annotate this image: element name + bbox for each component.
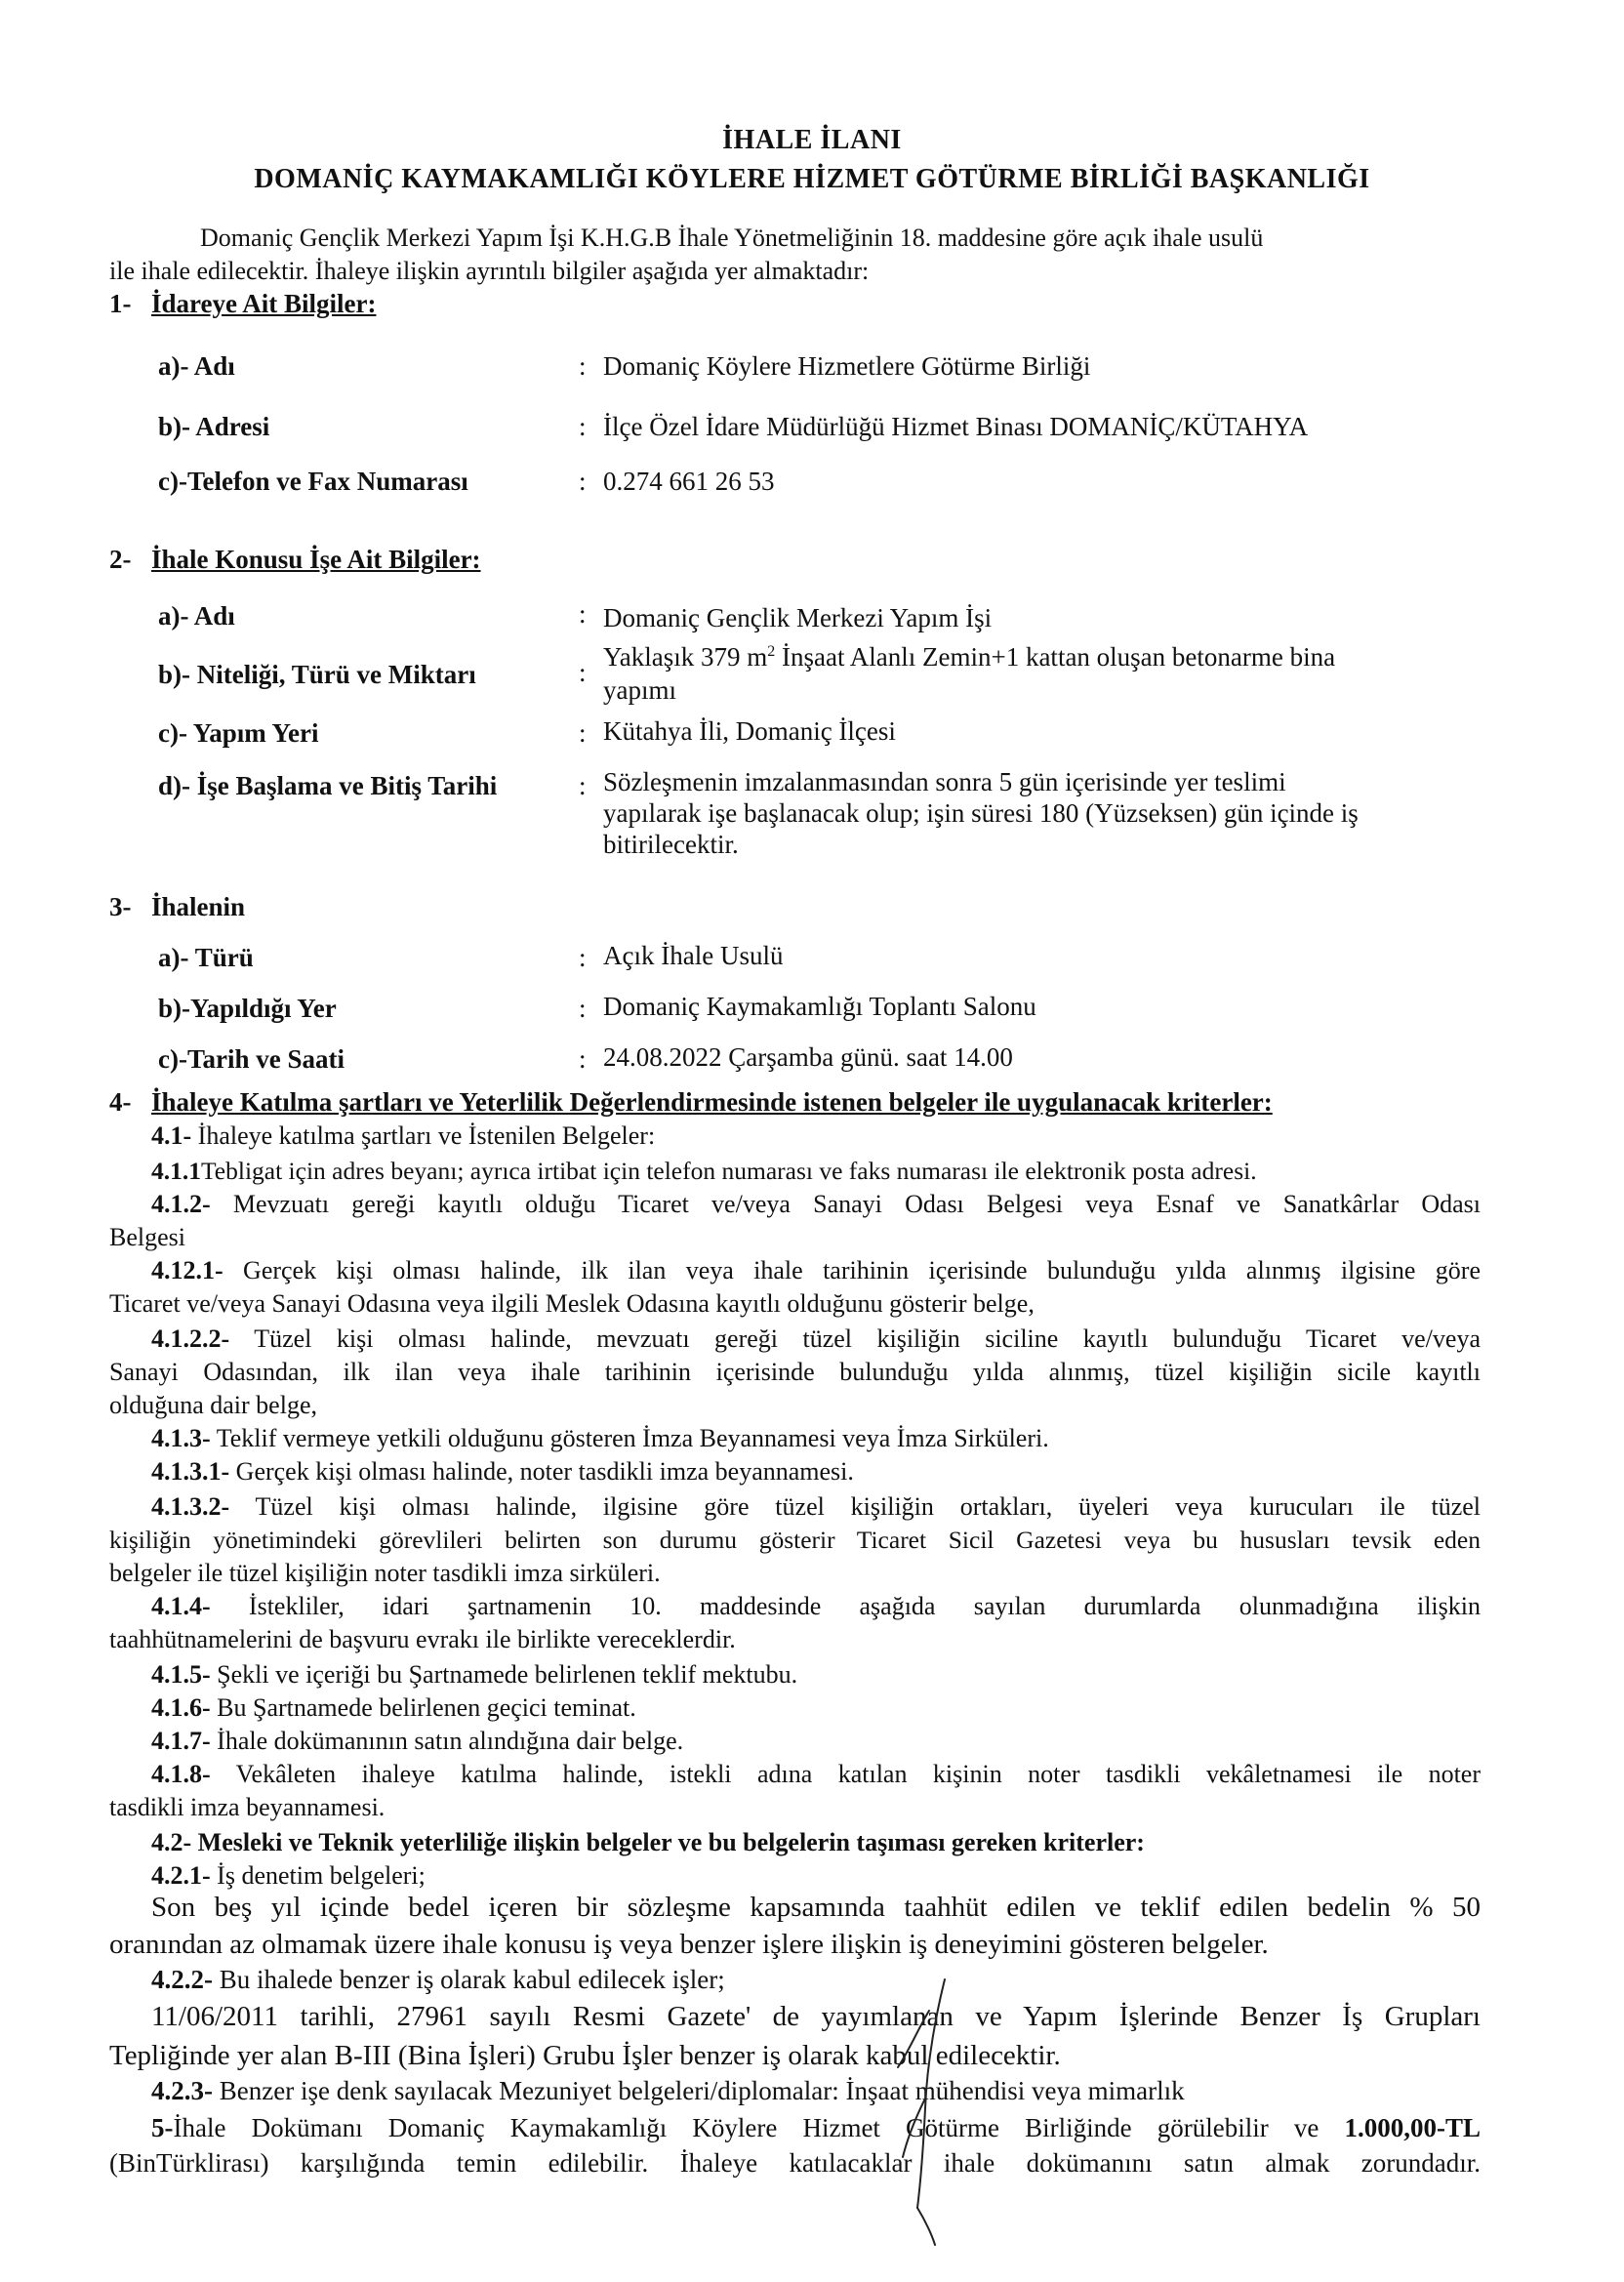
colon: : <box>579 718 587 748</box>
para-4-2-3: 4.2.3- Benzer işe denk sayılacak Mezuniyet belgeleri/diplomalar: İnşaat mühendisi veya mimarlık <box>151 2076 1185 2105</box>
section-5-line-2: (BinTürklirası) karşılığında temin edilebilir. İhaleye katılacaklar ihale dokümanını satın almak zorundadır. <box>109 2148 1481 2178</box>
s2-label-dates: d)- İşe Başlama ve Bitiş Tarihi <box>158 771 498 800</box>
s2-value-dates-line-1: Sözleşmenin imzalanmasından sonra 5 gün içerisinde yer teslimi <box>603 767 1286 796</box>
s1-label-name: a)- Adı <box>158 351 235 381</box>
s3-label-place: b)-Yapıldığı Yer <box>158 994 337 1023</box>
para-4-1-3-2-line-1: 4.1.3.2- Tüzel kişi olması halinde, ilgisine göre tüzel kişiliğin ortakları, üyeleri veya kurucuları ile tüzel <box>151 1492 1481 1521</box>
section-2-heading: İhale Konusu İşe Ait Bilgiler: <box>151 545 481 574</box>
s1-label-address: b)- Adresi <box>158 412 270 441</box>
para-4-1-1: 4.1.1Tebligat için adres beyanı; ayrıca irtibat için telefon numarası ve faks numarası ile elektronik posta adresi. <box>151 1157 1257 1185</box>
colon: : <box>579 943 587 972</box>
s2-value-name: Domaniç Gençlik Merkezi Yapım İşi <box>603 603 993 632</box>
s2-value-dates-line-2: yapılarak işe başlanacak olup; işin süresi 180 (Yüzseksen) gün içinde iş <box>603 798 1359 828</box>
s1-value-name: Domaniç Köylere Hizmetlere Götürme Birliği <box>603 351 1091 381</box>
para-4-1-4-line-1: 4.1.4- İstekliler, idari şartnamenin 10. maddesinde aşağıda sayılan durumlarda olunmadığına ilişkin <box>151 1592 1481 1620</box>
intro-line-2: ile ihale edilecektir. İhaleye ilişkin ayrıntılı bilgiler aşağıda yer almaktadır: <box>109 257 870 285</box>
para-similar-works-line-1: 11/06/2011 tarihli, 27961 sayılı Resmi Gazete' de yayımlanan ve Yapım İşlerinde Benzer İş Grupları <box>151 2001 1481 2032</box>
colon: : <box>579 1044 587 1074</box>
colon: : <box>579 994 587 1023</box>
section-2-number: 2- <box>109 545 132 574</box>
section-4-number: 4- <box>109 1087 132 1117</box>
colon: : <box>579 771 587 800</box>
s3-label-type: a)- Türü <box>158 943 254 972</box>
colon: : <box>579 658 587 687</box>
section-5-line-1: 5-İhale Dokümanı Domaniç Kaymakamlığı Köylere Hizmet Götürme Birliğinde görülebilir ve 1.000,00-TL <box>151 2113 1481 2142</box>
para-4-1-2-2-line-3: olduğuna dair belge, <box>109 1391 317 1419</box>
para-4-1-8-line-2: tasdikli imza beyannamesi. <box>109 1793 386 1821</box>
para-4-1-2-2-line-1: 4.1.2.2- Tüzel kişi olması halinde, mevzuatı gereği tüzel kişiliğin siciline kayıtlı bulunduğu Ticaret ve/veya <box>151 1324 1481 1353</box>
s2-label-location: c)- Yapım Yeri <box>158 718 319 748</box>
institution-title: DOMANİÇ KAYMAKAMLIĞI KÖYLERE HİZMET GÖTÜRME BİRLİĞİ BAŞKANLIĞI <box>254 164 1370 194</box>
colon: : <box>579 412 587 441</box>
s2-value-type: Yaklaşık 379 $m^2$ İnşaat Alanlı Zemin+1 kattan oluşan betonarme bina <box>603 642 1336 672</box>
s1-value-address: İlçe Özel İdare Müdürlüğü Hizmet Binası DOMANİÇ/KÜTAHYA <box>603 412 1309 441</box>
para-4-1-3-2-line-2: kişiliğin yönetimindeki görevlileri belirten son durumu gösterir Ticaret Sicil Gazetesi veya bu hususları tevsik eden <box>109 1526 1481 1554</box>
section-3-heading: İhalenin <box>151 892 246 921</box>
intro-line-1: Domaniç Gençlik Merkezi Yapım İşi K.H.G.B İhale Yönetmeliğinin 18. maddesine göre açık ihale usulü <box>200 224 1264 252</box>
para-experience-line-2: oranından az olmamak üzere ihale konusu iş veya benzer işlere ilişkin iş deneyimini gösteren belgeler. <box>109 1929 1269 1960</box>
para-4-1-2-line-2: Belgesi <box>109 1223 185 1251</box>
para-4-2-2: 4.2.2- Bu ihalede benzer iş olarak kabul edilecek işler; <box>151 1965 725 1994</box>
para-4-1-4-line-2: taahhütnamelerini de başvuru evrakı ile birlikte vereceklerdir. <box>109 1625 736 1653</box>
para-4-1-2-line-1: 4.1.2- Mevzuatı gereği kayıtlı olduğu Ticaret ve/veya Sanayi Odası Belgesi veya Esnaf ve Sanatkârlar Odası <box>151 1190 1481 1218</box>
colon: : <box>579 351 587 381</box>
s3-value-place: Domaniç Kaymakamlığı Toplantı Salonu <box>603 992 1036 1021</box>
s2-value-dates-line-3: bitirilecektir. <box>603 830 739 859</box>
para-4-1-3-1: 4.1.3.1- Gerçek kişi olması halinde, noter tasdikli imza beyannamesi. <box>151 1457 854 1486</box>
colon: : <box>579 599 587 629</box>
para-4-12-1-line-1: 4.12.1- Gerçek kişi olması halinde, ilk ilan veya ihale tarihinin içerisinde bulunduğu yılda alınmış ilgisine göre <box>151 1256 1481 1284</box>
para-4-1-7: 4.1.7- İhale dokümanının satın alındığına dair belge. <box>151 1727 684 1755</box>
para-4-2-1: 4.2.1- İş denetim belgeleri; <box>151 1861 426 1890</box>
para-4-1-3: 4.1.3- Teklif vermeye yetkili olduğunu gösteren İmza Beyannamesi veya İmza Sirküleri. <box>151 1424 1049 1452</box>
para-4-2: 4.2- Mesleki ve Teknik yeterliliğe ilişkin belgeler ve bu belgelerin taşıması gereken kriterler: <box>151 1828 1145 1856</box>
para-4-12-1-line-2: Ticaret ve/veya Sanayi Odasına veya ilgili Meslek Odasına kayıtlı olduğunu gösterir belge, <box>109 1289 1035 1318</box>
s3-value-datetime: 24.08.2022 Çarşamba günü. saat 14.00 <box>603 1042 1013 1072</box>
section-1-number: 1- <box>109 289 132 318</box>
s3-label-datetime: c)-Tarih ve Saati <box>158 1044 345 1074</box>
section-3-number: 3- <box>109 892 132 921</box>
para-4-1-8-line-1: 4.1.8- Vekâleten ihaleye katılma halinde, istekli adına katılan kişinin noter tasdikli vekâletnamesi ile noter <box>151 1760 1481 1788</box>
s1-value-phone: 0.274 661 26 53 <box>603 467 775 496</box>
s2-label-name: a)- Adı <box>158 601 235 631</box>
s2-value-type-line-2: yapımı <box>603 675 676 705</box>
para-4-1-5: 4.1.5- Şekli ve içeriği bu Şartnamede belirlenen teklif mektubu. <box>151 1660 798 1689</box>
notice-title: İHALE İLANI <box>722 125 902 155</box>
s1-label-phone: c)-Telefon ve Fax Numarası <box>158 467 468 496</box>
para-4-1-2-2-line-2: Sanayi Odasından, ilk ilan veya ihale tarihinin içerisinde bulunduğu yılda alınmış, tüzel kişiliğin sicile kayıtlı <box>109 1358 1481 1386</box>
section-1-heading: İdareye Ait Bilgiler: <box>151 289 377 318</box>
s2-value-location: Kütahya İli, Domaniç İlçesi <box>603 716 896 746</box>
para-4-1: 4.1- İhaleye katılma şartları ve İstenilen Belgeler: <box>151 1121 656 1150</box>
para-4-1-6: 4.1.6- Bu Şartnamede belirlenen geçici teminat. <box>151 1693 636 1722</box>
colon: : <box>579 467 587 496</box>
s2-label-type: b)- Niteliği, Türü ve Miktarı <box>158 660 476 689</box>
s3-value-type: Açık İhale Usulü <box>603 941 784 970</box>
para-4-1-3-2-line-3: belgeler ile tüzel kişiliğin noter tasdikli imza sirküleri. <box>109 1559 661 1587</box>
para-similar-works-line-2: Tepliğinde yer alan B-III (Bina İşleri) Grubu İşler benzer iş olarak kabul edilecektir. <box>109 2040 1061 2071</box>
section-4-heading: İhaleye Katılma şartları ve Yeterlilik Değerlendirmesinde istenen belgeler ile uygulanacak kriterler: <box>151 1087 1273 1117</box>
para-experience-line-1: Son beş yıl içinde bedel içeren bir sözleşme kapsamında taahhüt edilen ve teklif edilen bedelin % 50 <box>151 1892 1481 1923</box>
